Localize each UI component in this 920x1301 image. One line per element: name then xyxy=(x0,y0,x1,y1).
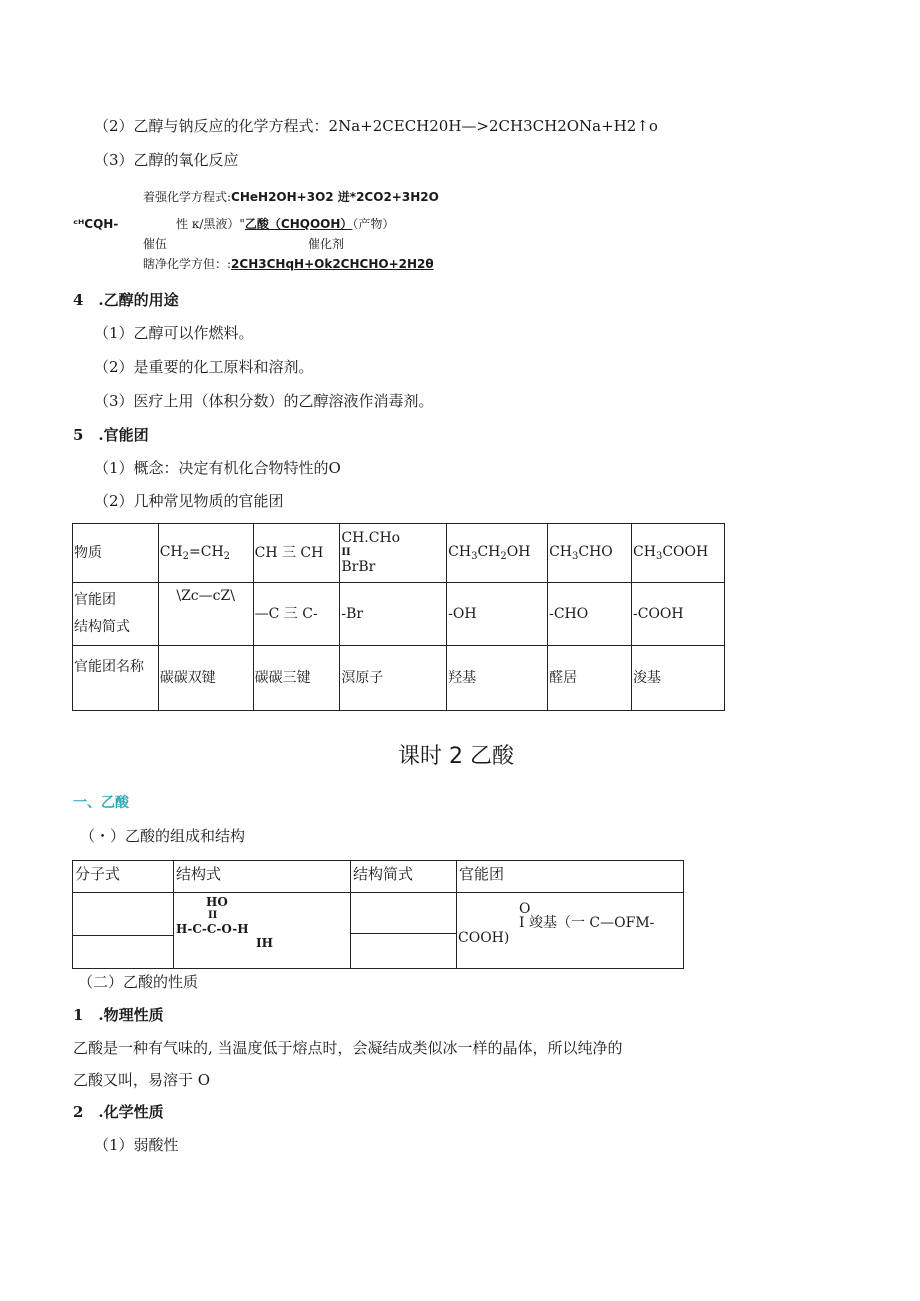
cell-hydroxyl: -OH xyxy=(447,583,548,646)
oxidation-line-4 xyxy=(143,257,434,271)
cell-ethanol: $CH_3CH_2OH$ xyxy=(447,524,548,583)
composition-structure-heading: （・）乙酸的组成和结构 xyxy=(80,827,246,845)
cell-bromo: -Br xyxy=(340,583,447,646)
physical-properties-heading: 1 .物理性质 xyxy=(73,1006,164,1024)
combustion-label: 着强化学方程式: xyxy=(143,190,232,204)
cell-name-triple: 碳碳三键 xyxy=(253,646,340,711)
lesson-title: 课时 2 乙酸 xyxy=(398,744,514,769)
oxidation-line-2 xyxy=(176,217,394,231)
cell-acetic-acid: $CH_3COOH$ xyxy=(632,524,725,583)
chemical-properties-heading: 2 .化学性质 xyxy=(73,1103,164,1121)
cell-name-hydroxyl: 羟基 xyxy=(447,646,548,711)
row-label-structure-1: 官能团 xyxy=(74,592,116,609)
catalytic-oxidation-label: 瞎净化学方但：: xyxy=(143,257,232,271)
header-condensed-formula: 结构简式 xyxy=(353,865,414,883)
row-label-substance: 物质 xyxy=(73,524,159,583)
ethanol-sodium-equation: 2Na+2CECH20H—>2CH3CH2ONa+H2↑o xyxy=(328,117,658,135)
cell-name-carboxyl: 浚基 xyxy=(632,646,725,711)
functional-group-heading: 5 .官能团 xyxy=(73,426,149,444)
carboxyl-formula: COOH) xyxy=(458,930,510,946)
fg-concept: （1）概念：决定有机化合物特性的O xyxy=(94,459,341,477)
functional-group-table xyxy=(72,523,725,711)
ethanol-oxidation-heading: （3）乙醇的氧化反应 xyxy=(94,151,239,169)
oxidant-note: 性 κ/黑液）" xyxy=(176,217,245,231)
acid-structure-table xyxy=(72,860,684,969)
use-item-3: （3）医疗上用（体积分数）的乙醇溶液作消毒剂。 xyxy=(94,392,434,410)
cell-name-bromo: 溟原子 xyxy=(340,646,447,711)
header-structural-formula: 结构式 xyxy=(176,865,222,883)
catalyst-label-right: 催化剂 xyxy=(308,237,345,251)
cell-dibromoethane xyxy=(340,524,447,583)
cell-triple-bond: —C 三 C- xyxy=(253,583,340,646)
struct-bottom: IH xyxy=(256,936,273,950)
carboxyl-name: I 竣基（一 C—OFM- xyxy=(519,915,655,931)
dibromo-line-1: CH.CHo xyxy=(341,530,401,547)
weak-acidity-item: （1）弱酸性 xyxy=(94,1136,179,1154)
catalyst-label-left: 催伍 xyxy=(143,237,168,251)
fg-common-heading: （2）几种常见物质的官能团 xyxy=(94,492,284,510)
ethanol-sodium-label: （2）乙醇与钠反应的化学方程式： xyxy=(94,117,329,135)
cell-acetaldehyde: $CH_3CHO$ xyxy=(548,524,632,583)
physical-properties-line-2: 乙酸又叫，易溶于 O xyxy=(73,1071,211,1089)
struct-bond: II xyxy=(208,910,218,921)
acetic-acid-section-heading: 一、乙酸 xyxy=(73,795,129,811)
cell-name-double: 碳碳双键 xyxy=(158,646,253,711)
dibromo-line-2: II xyxy=(341,547,351,558)
combustion-equation: CHeH2OH+3O2 迸*2CO2+3H2O xyxy=(231,190,439,204)
product-note: （产物） xyxy=(352,217,395,231)
ethanol-sodium-line xyxy=(94,117,658,135)
cell-acetylene: CH 三 CH xyxy=(253,524,340,583)
row-label-name: 官能团名称 xyxy=(73,646,159,711)
cell-double-bond: \Zc—cZ\ xyxy=(158,583,253,646)
header-molecular-formula: 分子式 xyxy=(75,865,121,883)
ethanol-uses-heading: 4 .乙醇的用途 xyxy=(73,291,179,309)
carboxyl-o: O xyxy=(519,901,531,917)
use-item-1: （1）乙醇可以作燃料。 xyxy=(94,324,254,342)
table-row xyxy=(73,646,725,711)
dibromo-line-3: BrBr xyxy=(341,559,376,575)
header-functional-group: 官能团 xyxy=(459,865,505,883)
physical-properties-line-1: 乙酸是一种有气味的, 当温度低于熔点时，会凝结成类似冰一样的晶体，所以纯净的 xyxy=(73,1039,623,1057)
table-row xyxy=(73,524,725,583)
catalytic-oxidation-equation: 2CH3CHqH+Ok2CHCHO+2H2θ xyxy=(231,257,434,271)
ethanol-formula-left: ᶜᴴCQH- xyxy=(73,217,119,231)
acetic-acid-product: 乙酸（CHQOOH） xyxy=(244,217,353,231)
struct-main: H-C-C-O-H xyxy=(176,922,249,936)
cell-name-aldehyde: 醛居 xyxy=(548,646,632,711)
struct-top: HO xyxy=(206,895,228,909)
cell-aldehyde: -CHO xyxy=(548,583,632,646)
cell-carboxyl: -COOH xyxy=(632,583,725,646)
row-label-structure-2: 结构简式 xyxy=(74,619,130,635)
table-row xyxy=(73,583,725,646)
use-item-2: （2）是重要的化工原料和溶剂。 xyxy=(94,358,314,376)
oxidation-line-1 xyxy=(143,190,439,204)
cell-ethylene: $CH_2=CH_2$ xyxy=(158,524,253,583)
row-label-structure xyxy=(73,583,159,646)
acid-properties-heading: （二）乙酸的性质 xyxy=(78,973,199,991)
